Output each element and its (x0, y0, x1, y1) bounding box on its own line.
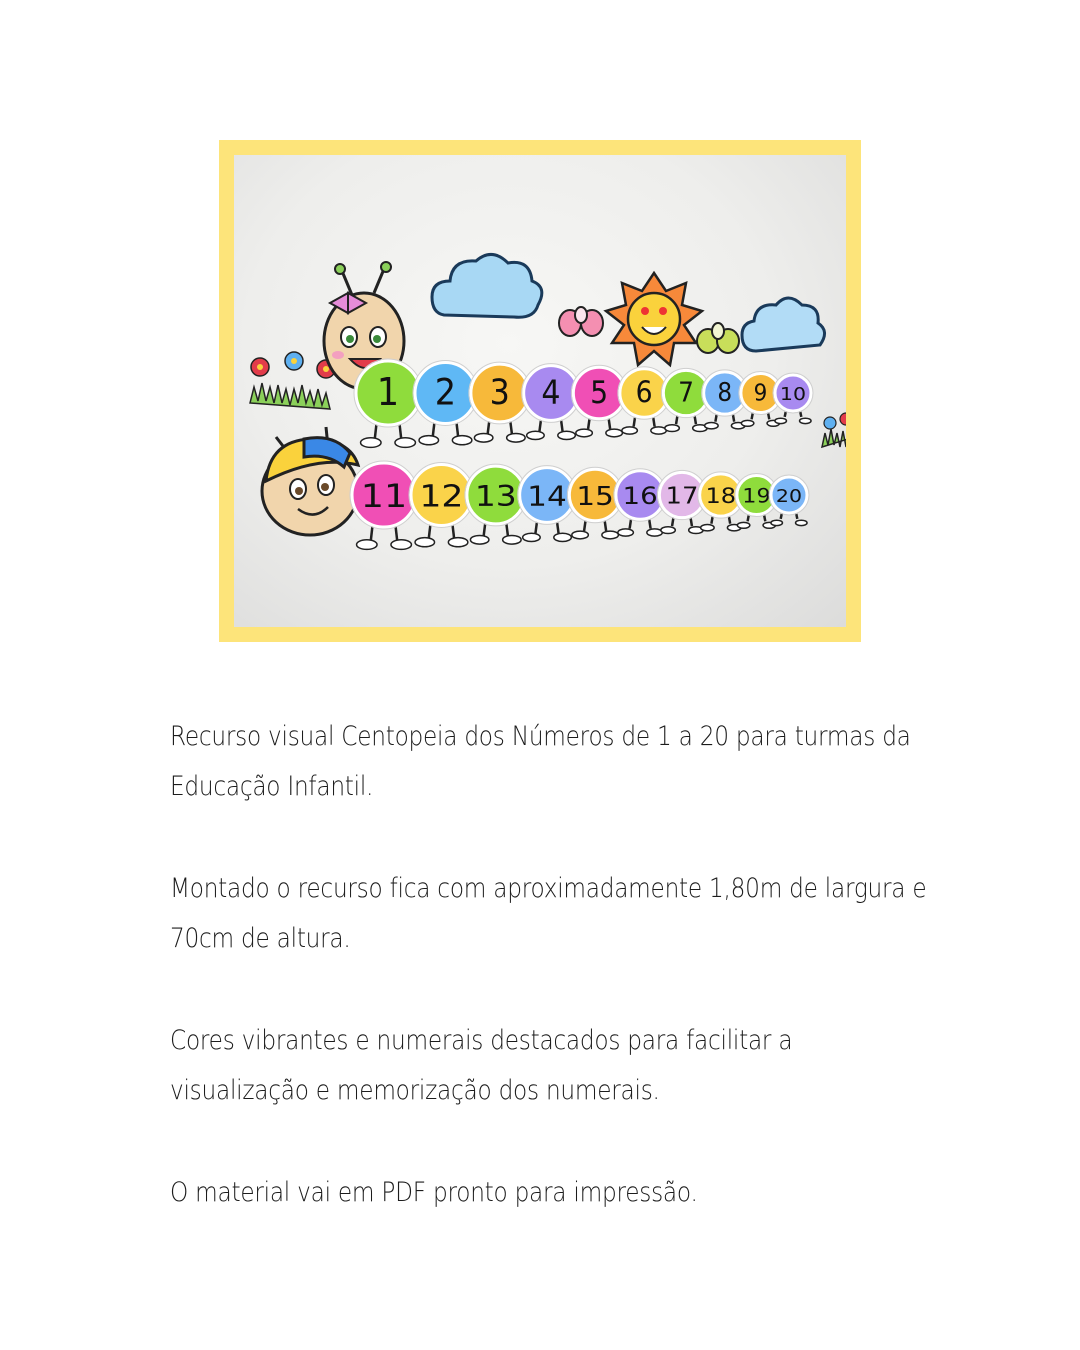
shoe-icon (651, 427, 667, 434)
cloud-left-icon (432, 254, 542, 317)
segment-number: 17 (665, 483, 699, 510)
segment-number: 19 (742, 484, 771, 508)
segment-20 (769, 475, 809, 526)
segment-number: 6 (635, 375, 653, 410)
grass-flowers-left-icon (250, 352, 335, 409)
shoe-icon (572, 531, 588, 539)
shoe-icon (395, 438, 415, 448)
segment-number: 1 (376, 370, 400, 416)
segment-number: 7 (678, 377, 694, 409)
paragraph-4: O material vai em PDF pronto para impressão. (170, 1177, 698, 1208)
segment-number: 4 (541, 373, 561, 412)
segment-number: 12 (419, 479, 464, 515)
shoe-icon (507, 433, 525, 442)
centipede-row-1 (354, 359, 813, 447)
shoe-icon (705, 423, 719, 429)
shoe-icon (800, 418, 812, 423)
shoe-icon (701, 525, 715, 531)
segment-3 (469, 362, 531, 442)
butterfly-pink-icon (559, 307, 603, 336)
shoe-icon (448, 538, 467, 547)
centipede-illustration (234, 155, 846, 627)
shoe-icon (361, 438, 381, 448)
segment-number: 18 (705, 483, 737, 509)
shoe-icon (775, 418, 787, 423)
shoe-icon (606, 429, 622, 437)
cloud-right-icon (742, 298, 825, 351)
shoe-icon (602, 531, 618, 539)
photo-frame (219, 140, 861, 642)
shoe-icon (796, 520, 808, 525)
centipede-photo (234, 155, 846, 627)
butterfly-green-icon (697, 323, 739, 353)
shoe-icon (419, 436, 438, 445)
segment-number: 2 (434, 370, 457, 414)
segment-number: 10 (779, 383, 807, 405)
segment-15 (567, 467, 623, 539)
shoe-icon (415, 538, 434, 547)
segment-number: 15 (576, 481, 614, 512)
shoe-icon (452, 436, 471, 445)
paragraph-1: Recurso visual Centopeia dos Números de 1 a 20 para turmas da Educação Infantil. (170, 721, 911, 802)
shoe-icon (527, 431, 544, 439)
segment-4 (522, 364, 581, 440)
segment-number: 14 (527, 481, 567, 513)
segment-number: 8 (717, 377, 733, 408)
shoe-icon (554, 533, 571, 541)
boy-centipede-head-icon (262, 427, 358, 535)
shoe-icon (523, 533, 540, 541)
shoe-icon (470, 535, 488, 544)
segment-number: 9 (753, 378, 768, 407)
segment-number: 13 (474, 478, 517, 513)
segment-1 (354, 359, 422, 447)
shoe-icon (665, 425, 680, 432)
centipede-row-2 (350, 461, 809, 549)
segment-number: 5 (590, 374, 609, 411)
sun-icon (606, 273, 702, 365)
shoe-icon (771, 520, 783, 525)
paragraph-3: Cores vibrantes e numerais destacados para facilitar a visualização e memorização dos numerais. (170, 1025, 793, 1106)
segment-number: 11 (360, 477, 408, 516)
segment-number: 16 (622, 482, 658, 511)
shoe-icon (647, 529, 663, 536)
segment-number: 3 (489, 372, 510, 413)
segment-number: 20 (775, 485, 803, 507)
segment-11 (350, 461, 418, 549)
shoe-icon (741, 420, 754, 426)
shoe-icon (503, 535, 521, 544)
description-text (170, 712, 927, 1270)
shoe-icon (558, 431, 575, 439)
segment-2 (413, 361, 478, 445)
shoe-icon (576, 429, 592, 437)
paragraph-2: Montado o recurso fica com aproximadamente 1,80m de largura e 70cm de altura. (170, 873, 927, 954)
shoe-icon (474, 433, 492, 442)
shoe-icon (622, 427, 638, 434)
shoe-icon (618, 529, 634, 536)
shoe-icon (661, 527, 676, 534)
shoe-icon (391, 540, 411, 550)
shoe-icon (737, 522, 750, 528)
shoe-icon (357, 540, 377, 550)
grass-flowers-right-icon (822, 413, 846, 449)
segment-10 (773, 373, 813, 424)
segment-5 (571, 365, 627, 437)
segment-13 (465, 464, 527, 544)
segment-14 (518, 466, 577, 542)
segment-12 (409, 463, 474, 547)
